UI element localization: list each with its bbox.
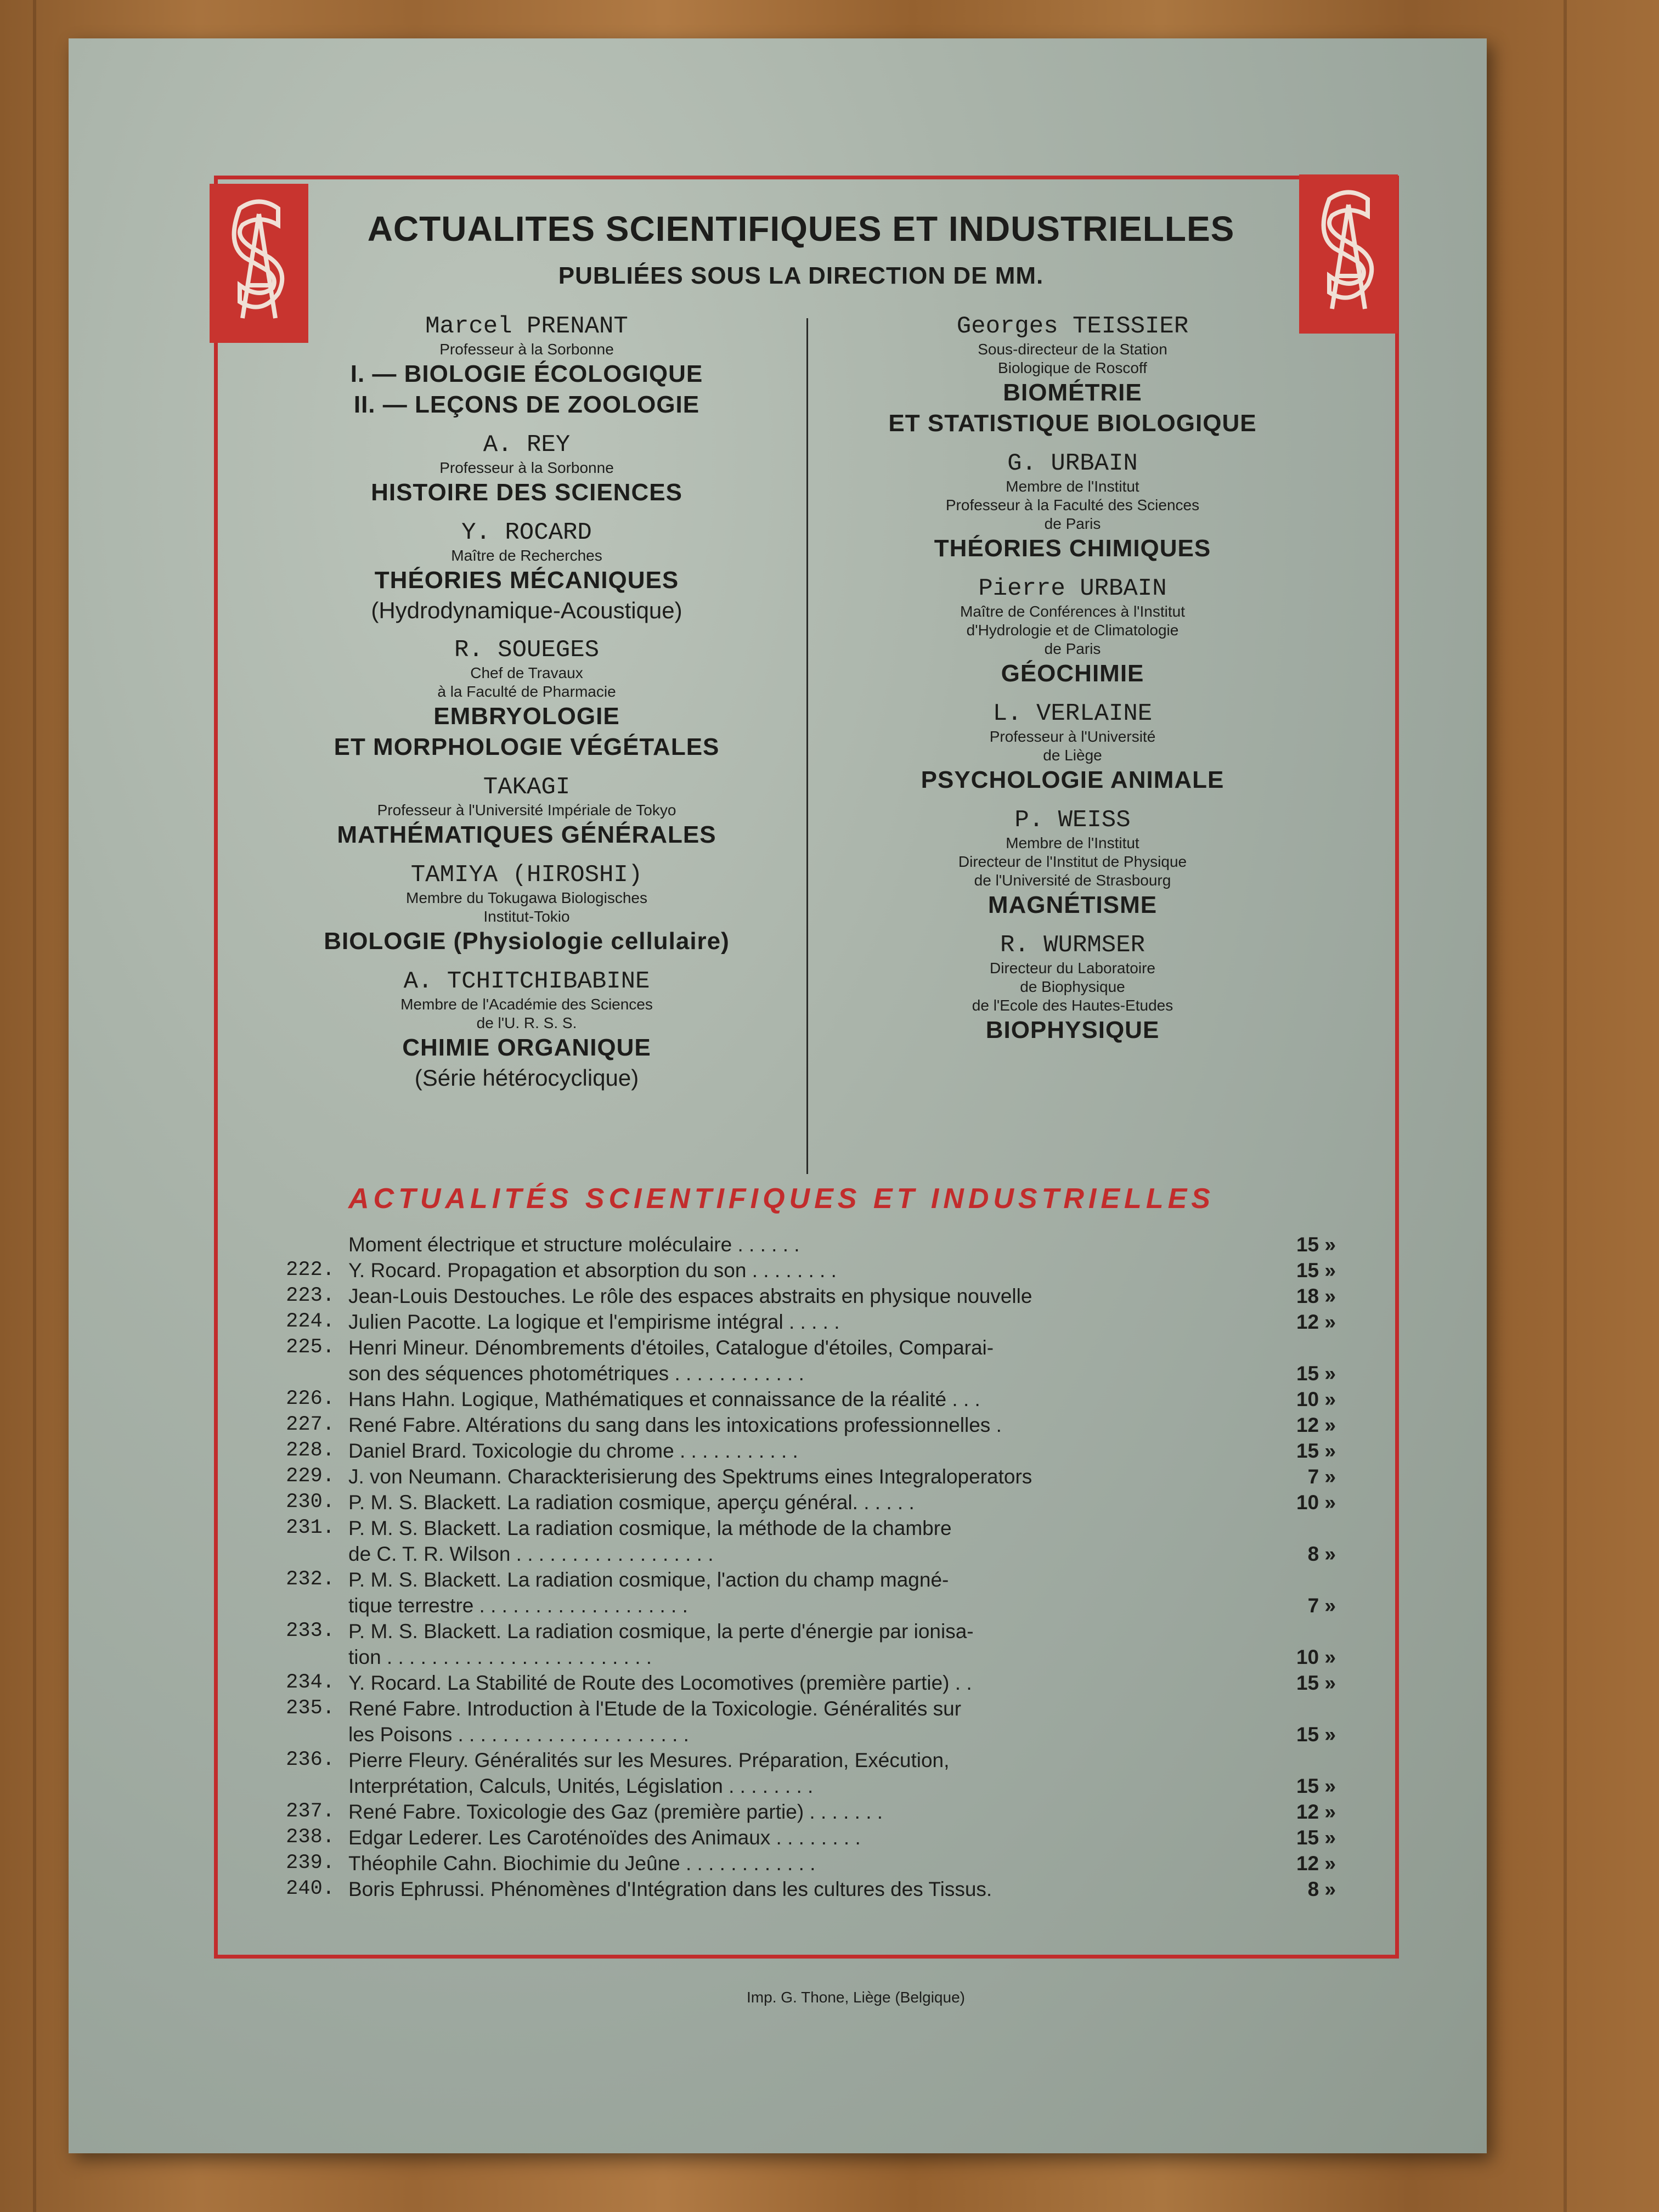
catalogue-title-line: tion . . . . . . . . . . . . . . . . . . . . . . . . [348,1646,652,1668]
catalogue-title-line: son des séquences photométriques . . . . . . . . . . . . [348,1362,804,1385]
column-divider [806,318,808,1174]
catalogue-row [277,1618,1336,1670]
editor-entry [285,968,768,1093]
catalogue-price: 10 » [1296,1646,1336,1668]
catalogue-title-line: Moment électrique et structure moléculaire . . . . . . [348,1233,800,1256]
catalogue-title-line: Y. Rocard. La Stabilité de Route des Locomotives (première partie) . . [348,1672,972,1694]
catalogue-price: 15 » [1296,1775,1336,1797]
catalogue-title-line: P. M. S. Blackett. La radiation cosmique, l'action du champ magné- [348,1568,949,1591]
editors-left-column [285,313,768,1104]
catalogue-title-line: tique terrestre . . . . . . . . . . . . . . . . . . . [348,1594,688,1617]
editor-role: Membre de l'Institut [1006,834,1139,851]
editor-subject: THÉORIES CHIMIQUES [934,535,1211,562]
catalogue-title-line: de C. T. R. Wilson . . . . . . . . . . . . . . . . . . [348,1543,714,1565]
catalogue-title [348,1515,1267,1567]
catalogue-title-line: Pierre Fleury. Généralités sur les Mesures. Préparation, Exécution, [348,1749,950,1771]
catalogue-number: 239. [286,1852,335,1875]
editor-role: de Paris [1044,515,1101,532]
catalogue-row [277,1696,1336,1747]
catalogue-heading: ACTUALITÉS SCIENTIFIQUES ET INDUSTRIELLES [348,1183,1215,1215]
catalogue-price: 7 » [1307,1594,1336,1617]
catalogue-title-line: Théophile Cahn. Biochimie du Jeûne . . . . . . . . . . . . [348,1852,816,1875]
catalogue-price: 18 » [1296,1285,1336,1307]
catalogue-row [277,1335,1336,1386]
catalogue-price: 15 » [1296,1826,1336,1849]
catalogue-title [348,1618,1267,1670]
catalogue-price: 15 » [1296,1440,1336,1462]
catalogue-title-line: René Fabre. Altérations du sang dans les intoxications professionnelles . [348,1414,1002,1436]
editor-name: Pierre URBAIN [978,575,1167,602]
catalogue-title [348,1747,1267,1799]
wood-grain [33,0,36,2212]
catalogue-number: 238. [286,1826,335,1849]
catalogue-title-line: J. von Neumann. Charackterisierung des Spektrums eines Integraloperators [348,1465,1032,1488]
catalogue-price: 10 » [1296,1491,1336,1514]
catalogue-row [277,1464,1336,1489]
catalogue-title [348,1438,1267,1464]
catalogue-price: 15 » [1296,1723,1336,1746]
editor-role: Maître de Recherches [451,547,602,564]
editor-role: de Liège [1043,747,1102,764]
catalogue-row [277,1232,1336,1257]
editor-name: Y. ROCARD [461,519,592,546]
catalogue-title-line: P. M. S. Blackett. La radiation cosmique, la perte d'énergie par ionisa- [348,1620,974,1643]
editors-right-column [831,313,1314,1057]
catalogue-number: 232. [286,1568,335,1591]
editor-role: Institut-Tokio [483,908,570,925]
catalogue-price: 10 » [1296,1388,1336,1410]
editor-entry [285,636,768,763]
catalogue-row [277,1412,1336,1438]
editor-role: Professeur à la Sorbonne [439,459,614,476]
editor-name: R. SOUEGES [454,636,600,664]
editor-role: Chef de Travaux [470,664,583,681]
editor-role: de l'Université de Strasbourg [974,872,1171,889]
editor-name: TAMIYA (HIROSHI) [410,861,643,889]
editor-entry [831,575,1314,689]
editor-subject: ET STATISTIQUE BIOLOGIQUE [888,410,1257,437]
editor-subject: CHIMIE ORGANIQUE [402,1034,651,1061]
catalogue-row [277,1825,1336,1850]
editor-role: Maître de Conférences à l'Institut [960,603,1185,620]
editor-entry [285,774,768,850]
editor-entry [831,932,1314,1046]
catalogue-title [348,1232,1267,1257]
catalogue-number: 228. [286,1439,335,1462]
catalogue-number: 227. [286,1413,335,1436]
catalogue-number: 231. [286,1516,335,1539]
catalogue-title [348,1283,1267,1309]
editor-subject: II. — LEÇONS DE ZOOLOGIE [353,391,700,418]
catalogue-title [348,1386,1267,1412]
series-subtitle: PUBLIÉES SOUS LA DIRECTION DE MM. [558,262,1044,289]
catalogue-row [277,1257,1336,1283]
editor-subject: MATHÉMATIQUES GÉNÉRALES [337,821,716,848]
editor-subject: EMBRYOLOGIE [433,703,620,730]
catalogue-number: 235. [286,1697,335,1720]
editor-subject: THÉORIES MÉCANIQUES [374,567,679,594]
catalogue-price: 15 » [1296,1233,1336,1256]
editor-role: Professeur à la Sorbonne [439,341,614,358]
catalogue-title-line: Hans Hahn. Logique, Mathématiques et connaissance de la réalité . . . [348,1388,980,1410]
catalogue-title-line: les Poisons . . . . . . . . . . . . . . . . . . . . . [348,1723,689,1746]
catalogue-title [348,1309,1267,1335]
editor-name: L. VERLAINE [992,700,1153,727]
editor-name: G. URBAIN [1007,450,1138,477]
editor-role: de l'Ecole des Hautes-Etudes [972,997,1173,1014]
catalogue-number: 229. [286,1465,335,1488]
catalogue-title [348,1696,1267,1747]
series-title: ACTUALITES SCIENTIFIQUES ET INDUSTRIELLES [367,209,1235,249]
editor-role: Professeur à la Faculté des Sciences [945,496,1200,514]
catalogue-title [348,1257,1267,1283]
editor-name: Marcel PRENANT [425,313,628,340]
catalogue-price: 12 » [1296,1801,1336,1823]
editor-entry [285,861,768,957]
catalogue-title-line: Julien Pacotte. La logique et l'empirisme intégral . . . . . [348,1311,840,1333]
editor-name: A. REY [483,431,571,459]
editor-name: Georges TEISSIER [956,313,1189,340]
catalogue-title [348,1670,1267,1696]
catalogue-number: 236. [286,1748,335,1771]
catalogue-row [277,1489,1336,1515]
editor-role: Biologique de Roscoff [998,359,1147,376]
editor-name: R. WURMSER [1000,932,1146,959]
catalogue-title-line: Interprétation, Calculs, Unités, Législation . . . . . . . . [348,1775,814,1797]
catalogue-row [277,1876,1336,1902]
catalogue-price: 15 » [1296,1259,1336,1282]
catalogue-number: 234. [286,1671,335,1694]
catalogue-price: 8 » [1307,1878,1336,1900]
editor-name: TAKAGI [483,774,571,801]
catalogue-price: 8 » [1307,1543,1336,1565]
editor-entry [285,431,768,508]
as-monogram-icon [1299,174,1398,334]
editor-entry [831,313,1314,439]
editor-role: de Biophysique [1020,978,1125,995]
catalogue-list [277,1232,1336,1902]
editor-subject: HISTOIRE DES SCIENCES [371,479,682,506]
catalogue-price: 12 » [1296,1311,1336,1333]
catalogue-row [277,1799,1336,1825]
editor-entry [831,806,1314,921]
catalogue-price: 15 » [1296,1672,1336,1694]
editor-subject: ET MORPHOLOGIE VÉGÉTALES [334,733,720,760]
editor-name: P. WEISS [1014,806,1131,834]
catalogue-row [277,1567,1336,1618]
editor-role: Professeur à l'Université Impériale de Tokyo [377,802,676,819]
catalogue-title [348,1489,1267,1515]
editor-subject: BIOMÉTRIE [1003,379,1142,406]
catalogue-title [348,1335,1267,1386]
catalogue-title [348,1464,1267,1489]
catalogue-title-line: P. M. S. Blackett. La radiation cosmique, aperçu général. . . . . . [348,1491,915,1514]
editor-subject: GÉOCHIMIE [1001,660,1144,687]
editor-subject: (Série hétérocyclique) [414,1065,639,1091]
catalogue-row [277,1386,1336,1412]
catalogue-title-line: Jean-Louis Destouches. Le rôle des espaces abstraits en physique nouvelle [348,1285,1032,1307]
catalogue-number: 225. [286,1336,335,1359]
editor-entry [831,700,1314,795]
catalogue-title [348,1825,1267,1850]
catalogue-title-line: René Fabre. Toxicologie des Gaz (première partie) . . . . . . . [348,1801,883,1823]
catalogue-number: 233. [286,1620,335,1643]
editor-entry [285,313,768,420]
catalogue-title-line: Boris Ephrussi. Phénomènes d'Intégration dans les cultures des Tissus. [348,1878,992,1900]
editor-entry [285,519,768,625]
catalogue-number: 226. [286,1387,335,1410]
editor-role: de Paris [1044,640,1101,657]
catalogue-price: 12 » [1296,1414,1336,1436]
editor-role: Sous-directeur de la Station [978,341,1167,358]
printer-imprint: Imp. G. Thone, Liège (Belgique) [747,1989,965,2006]
editor-role: Directeur du Laboratoire [990,960,1155,977]
editor-role: Professeur à l'Université [989,728,1156,745]
catalogue-number: 230. [286,1491,335,1514]
editor-subject: BIOLOGIE (Physiologie cellulaire) [324,928,730,955]
catalogue-row [277,1309,1336,1335]
catalogue-row [277,1515,1336,1567]
editor-entry [831,450,1314,564]
catalogue-number: 240. [286,1877,335,1900]
catalogue-title-line: P. M. S. Blackett. La radiation cosmique, la méthode de la chambre [348,1517,952,1539]
editor-subject: (Hydrodynamique-Acoustique) [371,597,682,623]
catalogue-row [277,1747,1336,1799]
editor-name: A. TCHITCHIBABINE [403,968,650,995]
catalogue-row [277,1438,1336,1464]
catalogue-title [348,1567,1267,1618]
editor-role: Membre de l'Académie des Sciences [400,996,653,1013]
editor-role: Membre de l'Institut [1006,478,1139,495]
editor-subject: I. — BIOLOGIE ÉCOLOGIQUE [350,360,703,387]
editor-role: à la Faculté de Pharmacie [437,683,616,700]
editor-role: Membre du Tokugawa Biologisches [406,889,647,906]
editor-role: Directeur de l'Institut de Physique [958,853,1187,870]
catalogue-title [348,1850,1267,1876]
editor-subject: BIOPHYSIQUE [985,1017,1160,1043]
catalogue-title-line: Edgar Lederer. Les Caroténoïdes des Animaux . . . . . . . . [348,1826,861,1849]
catalogue-title [348,1799,1267,1825]
catalogue-price: 15 » [1296,1362,1336,1385]
catalogue-title [348,1876,1267,1902]
catalogue-title-line: Y. Rocard. Propagation et absorption du son . . . . . . . . [348,1259,837,1282]
editor-subject: MAGNÉTISME [988,891,1158,918]
catalogue-row [277,1283,1336,1309]
editor-role: d'Hydrologie et de Climatologie [966,622,1179,639]
editor-subject: PSYCHOLOGIE ANIMALE [921,766,1224,793]
catalogue-row [277,1670,1336,1696]
editor-role: de l'U. R. S. S. [476,1014,577,1031]
catalogue-number: 222. [286,1259,335,1282]
catalogue-title-line: Daniel Brard. Toxicologie du chrome . . . . . . . . . . . [348,1440,798,1462]
catalogue-number: 237. [286,1800,335,1823]
catalogue-title-line: René Fabre. Introduction à l'Etude de la Toxicologie. Généralités sur [348,1697,962,1720]
catalogue-title-line: Henri Mineur. Dénombrements d'étoiles, Catalogue d'étoiles, Comparai- [348,1336,994,1359]
wood-grain [1564,0,1567,2212]
catalogue-row [277,1850,1336,1876]
catalogue-price: 12 » [1296,1852,1336,1875]
catalogue-number: 223. [286,1284,335,1307]
catalogue-price: 7 » [1307,1465,1336,1488]
catalogue-title [348,1412,1267,1438]
catalogue-number: 224. [286,1310,335,1333]
